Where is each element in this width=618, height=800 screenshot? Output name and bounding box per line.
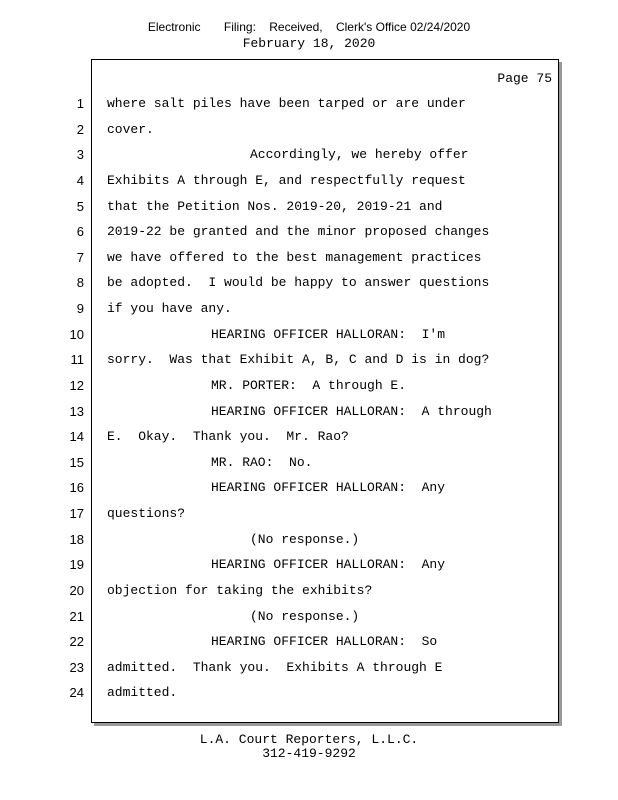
transcript-line: we have offered to the best management practices (107, 249, 482, 265)
reporter-company: L.A. Court Reporters, L.L.C. (199, 732, 419, 747)
transcript-line: admitted. Thank you. Exhibits A through E (107, 659, 443, 675)
line-number: 22 (69, 634, 84, 650)
page-number: Page 75 (497, 71, 552, 86)
transcript-line: where salt piles have been tarped or are under (107, 96, 466, 111)
transcript-line: objection for taking the exhibits? (107, 582, 373, 598)
line-number: 19 (69, 557, 84, 573)
transcript-line: MR. PORTER: A through E. (211, 377, 407, 393)
transcript-line: Exhibits A through E, and respectfully request (107, 172, 466, 188)
transcript-line: cover. (107, 121, 154, 137)
filing-stamp-word: Filing: (223, 20, 256, 34)
filing-stamp (0, 20, 618, 34)
transcript-line: Accordingly, we hereby offer (250, 147, 469, 163)
transcript-line: questions? (107, 506, 186, 522)
line-number: 21 (69, 608, 84, 624)
transcript-line: MR. RAO: No. (211, 454, 313, 470)
line-number: 5 (76, 198, 84, 214)
transcript-line: HEARING OFFICER HALLORAN: A through (211, 403, 492, 419)
transcript-line: (No response.) (250, 531, 360, 547)
reporter-phone: 312-419-9292 (262, 746, 356, 761)
transcript-line: HEARING OFFICER HALLORAN: I'm (211, 326, 446, 342)
transcript-line: HEARING OFFICER HALLORAN: Any (211, 557, 446, 573)
line-number: 23 (69, 659, 84, 675)
line-number: 17 (69, 506, 84, 522)
line-number: 11 (70, 352, 84, 368)
filing-stamp-word: Office (375, 20, 407, 34)
transcript-line: (No response.) (250, 608, 360, 624)
line-number: 8 (76, 275, 84, 291)
transcript-line: admitted. (107, 685, 178, 701)
line-number: 7 (76, 249, 84, 265)
line-number: 14 (69, 429, 84, 445)
line-number: 13 (69, 403, 84, 419)
line-number: 4 (76, 172, 84, 188)
line-number: 15 (69, 454, 84, 470)
transcript-line: that the Petition Nos. 2019-20, 2019-21 and (107, 198, 443, 214)
line-number: 20 (69, 582, 84, 598)
line-number: 3 (76, 147, 84, 163)
line-number: 18 (69, 531, 84, 547)
line-number: 6 (76, 224, 84, 240)
transcript-line: 2019-22 be granted and the minor proposed changes (107, 224, 490, 240)
transcript-line: E. Okay. Thank you. Mr. Rao? (107, 429, 349, 445)
filing-stamp-date: 02/24/2020 (410, 20, 471, 34)
line-number: 2 (76, 121, 84, 137)
transcript-line: HEARING OFFICER HALLORAN: So (211, 634, 438, 650)
line-number: 9 (76, 301, 84, 317)
filing-stamp-word: Electronic (147, 20, 201, 34)
transcript-line: HEARING OFFICER HALLORAN: Any (211, 480, 446, 496)
filing-stamp-word: Received, (269, 20, 323, 34)
line-number: 12 (69, 377, 84, 393)
transcript-line: if you have any. (107, 301, 232, 317)
line-number: 1 (76, 96, 84, 111)
transcript-line: be adopted. I would be happy to answer questions (107, 275, 490, 291)
line-number: 10 (69, 326, 84, 342)
line-number: 16 (69, 480, 84, 496)
transcript-line: sorry. Was that Exhibit A, B, C and D is in dog? (107, 352, 490, 368)
hearing-date: February 18, 2020 (242, 36, 376, 51)
line-number: 24 (69, 685, 84, 701)
filing-stamp-word: Clerk's (335, 20, 373, 34)
